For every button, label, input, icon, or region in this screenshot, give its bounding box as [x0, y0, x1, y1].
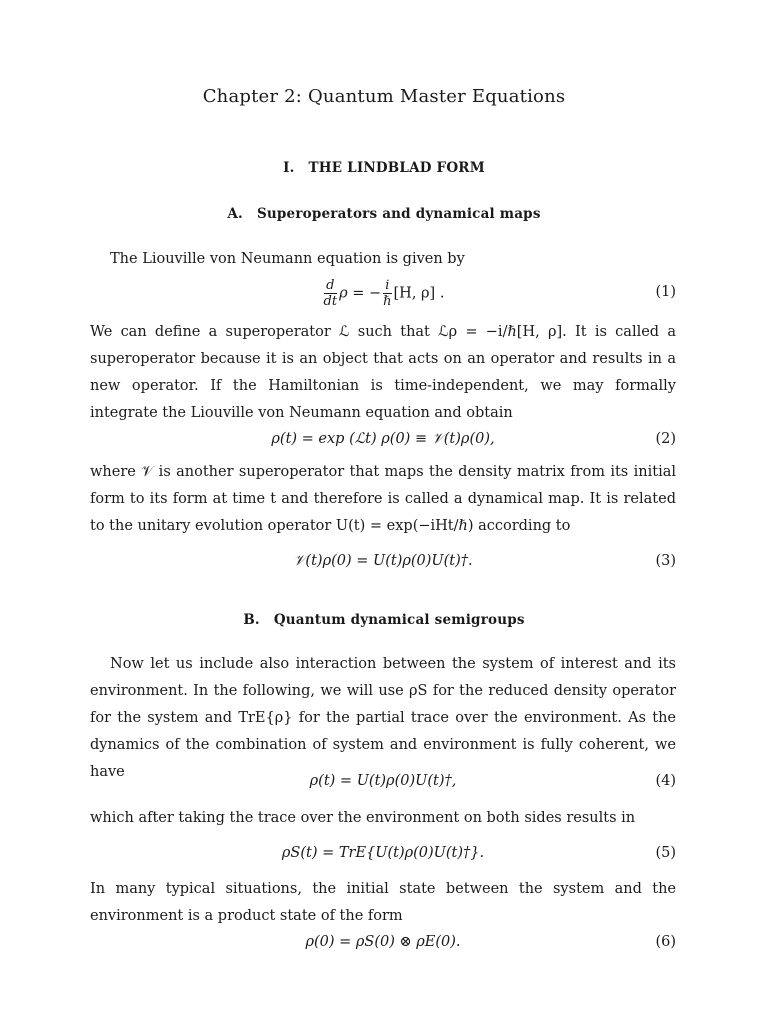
subsection-number-b: B.: [243, 612, 260, 628]
subsection-heading-a: [0, 206, 768, 222]
section-number: I.: [283, 160, 295, 176]
equation-number: (1): [655, 284, 676, 300]
equation-5-body: ρS(t) = TrE{U(t)ρ(0)U(t)†}.: [281, 845, 485, 861]
paragraph-5: which after taking the trace over the environment on both sides results in: [90, 810, 636, 826]
equation-1: [90, 280, 676, 310]
paragraph-4: Now let us include also interaction between the system of interest and its environment. In the following, we will use ρS for the reduced density operator for the system and TrE{ρ} for the partial trace over the environment. As the dynamics of the combination of system and environment is fully coherent, we have: [90, 656, 676, 780]
subsection-title-b: Quantum dynamical semigroups: [273, 612, 525, 628]
paragraph-2: We can define a superoperator ℒ such that ℒρ = −i/ℏ[H, ρ]. It is called a superoperator because it is an object that acts on an operator and results in a new operator. If the Hamiltonian is time-independent, we may formally integrate the Liouville von Neumann equation and obtain: [90, 324, 676, 421]
equation-number: (3): [655, 553, 676, 569]
section-heading: [0, 160, 768, 176]
equation-2: [90, 427, 676, 457]
equation-6-body: ρ(0) = ρS(0) ⊗ ρE(0).: [305, 934, 461, 950]
equation-1-middle: ρ = −: [339, 285, 382, 302]
subsection-title-a: Superoperators and dynamical maps: [256, 206, 541, 222]
fraction-denominator: dt: [323, 294, 338, 309]
equation-number: (4): [655, 773, 676, 789]
section-title: THE LINDBLAD FORM: [308, 160, 485, 176]
subsection-heading-b: [0, 612, 768, 628]
equation-3-body: 𝒱(t)ρ(0) = U(t)ρ(0)U(t)†.: [293, 553, 473, 569]
equation-4: [90, 769, 676, 799]
paragraph-6: In many typical situations, the initial state between the system and the environment is a product state of the form: [90, 881, 676, 924]
fraction-numerator: i: [383, 278, 391, 294]
equation-number: (6): [655, 934, 676, 950]
equation-number: (2): [655, 431, 676, 447]
fraction-denominator: ℏ: [383, 294, 392, 309]
i-hbar-fraction: [383, 278, 391, 309]
equation-number: (5): [655, 845, 676, 861]
equation-6: [90, 930, 676, 960]
derivative-fraction: [324, 278, 338, 309]
chapter-title: Chapter 2: Quantum Master Equations: [202, 86, 566, 107]
subsection-number-a: A.: [227, 206, 243, 222]
fraction-numerator: d: [324, 278, 338, 294]
equation-2-body: ρ(t) = exp (ℒt) ρ(0) ≡ 𝒱(t)ρ(0),: [271, 431, 495, 447]
equation-5: [90, 841, 676, 871]
paragraph-3: where 𝒱 is another superoperator that maps the density matrix from its initial form to its form at time t and therefore is called a dynamical map. It is related to the unitary evolution operator U(t) = exp(−iHt/ℏ) according to: [90, 464, 676, 534]
equation-3: [90, 549, 676, 579]
equation-4-body: ρ(t) = U(t)ρ(0)U(t)†,: [309, 773, 457, 789]
equation-1-tail: [H, ρ] .: [393, 285, 445, 302]
paragraph-1: The Liouville von Neumann equation is given by: [110, 251, 465, 267]
